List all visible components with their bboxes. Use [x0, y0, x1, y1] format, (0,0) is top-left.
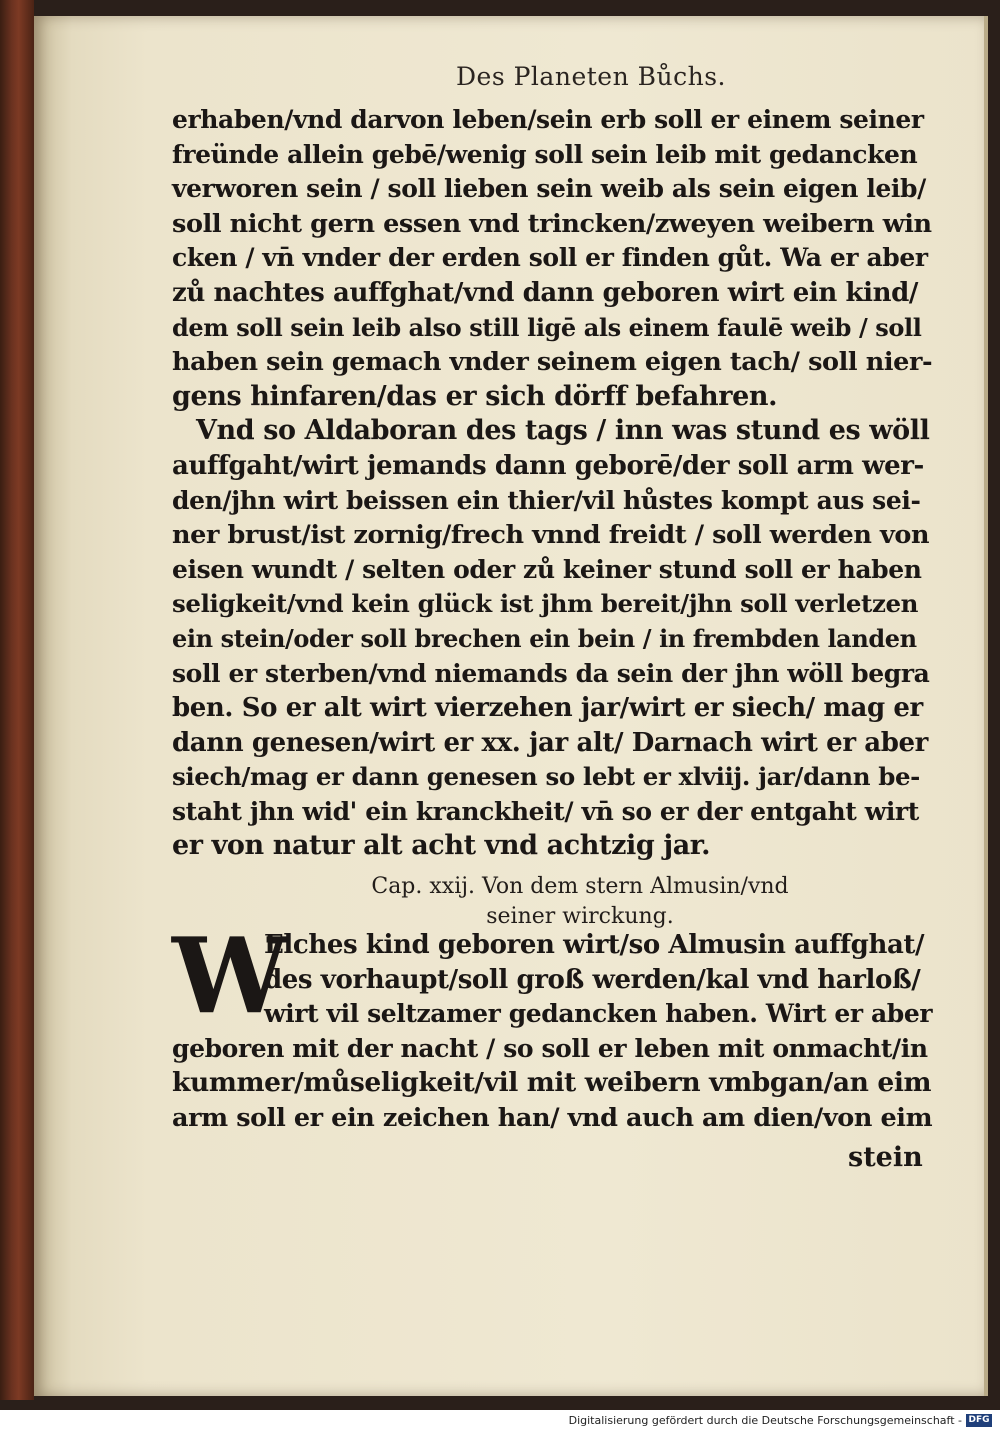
text-line: des vorhaupt/soll groß werden/kal vnd harloß/ — [264, 964, 921, 995]
chapter-heading — [320, 872, 840, 932]
text-line: ner brust/ist zornig/frech vnnd freidt / soll werden von — [172, 520, 930, 551]
text-line: haben sein gemach vnder seinem eigen tach/ soll nier- — [172, 347, 933, 378]
running-head: Des Planeten Bůchs. — [456, 62, 726, 91]
body-paragraphs — [172, 103, 932, 864]
drop-cap-initial: W — [172, 914, 289, 1037]
text-line: cken / vn̄ vnder der erden soll er finden gůt. Wa er aber — [172, 243, 928, 273]
text-line: kummer/můseligkeit/vil mit weibern vmbgan/an eim — [172, 1067, 932, 1099]
dfg-logo: DFG — [966, 1414, 992, 1427]
text-line: soll er sterben/vnd niemands da sein der jhn wöll begra — [172, 658, 930, 688]
text-line: staht jhn wid' ein kranckheit/ vn̄ so er der entgaht wirt — [172, 796, 919, 826]
text-line: seligkeit/vnd kein glück ist jhm bereit/jhn soll verletzen — [172, 589, 919, 619]
funding-credit: Digitalisierung gefördert durch die Deutsche Forschungsgemeinschaft - — [568, 1414, 962, 1427]
text-line: gens hinfaren/das er sich dörff befahren. — [172, 380, 778, 412]
text-line: geboren mit der nacht / so soll er leben mit onmacht/in — [172, 1033, 928, 1063]
chapter-heading-line: seiner wirckung. — [486, 904, 674, 929]
catchword: stein — [848, 1142, 923, 1173]
text-line: ein stein/oder soll brechen ein bein / in frembden landen — [172, 623, 917, 653]
text-line: zů nachtes auffghat/vnd dann geboren wirt ein kind/ — [172, 277, 919, 308]
footer-bar — [0, 1410, 1000, 1432]
text-line: dann genesen/wirt er xx. jar alt/ Darnach wirt er aber — [172, 727, 928, 758]
text-line: erhaben/vnd darvon leben/sein erb soll er einem seiner — [172, 105, 924, 134]
text-line: auffgaht/wirt jemands dann geborē/der soll arm wer- — [172, 450, 924, 481]
text-line: ben. So er alt wirt vierzehen jar/wirt er siech/ mag er — [172, 693, 923, 724]
text-line: arm soll er ein zeichen han/ vnd auch am dien/von eim — [172, 1102, 933, 1133]
text-line: freünde allein gebē/wenig soll sein leib mit gedancken — [172, 139, 918, 169]
text-line: er von natur alt acht vnd achtzig jar. — [172, 830, 711, 862]
text-line: wirt vil seltzamer gedancken haben. Wirt er aber — [264, 999, 933, 1029]
text-line: den/jhn wirt beissen ein thier/vil hůstes kompt aus sei- — [172, 485, 921, 515]
page-edge — [984, 16, 988, 1396]
text-line: Vnd so Aldaboran des tags / inn was stund es wöll — [196, 415, 930, 447]
text-line: verworen sein / soll lieben sein weib als sein eigen leib/ — [172, 174, 926, 204]
book-spine — [0, 0, 34, 1400]
chapter-heading-line: Cap. xxij. Von dem stern Almusin/vnd — [371, 874, 789, 899]
text-line: soll nicht gern essen vnd trincken/zweyen weibern win — [172, 208, 932, 239]
text-line: siech/mag er dann genesen so lebt er xlviij. jar/dann be- — [172, 762, 920, 792]
text-line: Elches kind geboren wirt/so Almusin auffghat/ — [264, 930, 925, 960]
text-line: eisen wundt / selten oder zů keiner stund soll er haben — [172, 554, 922, 584]
text-line: dem soll sein leib also still ligē als einem faulē weib / soll — [172, 312, 922, 342]
